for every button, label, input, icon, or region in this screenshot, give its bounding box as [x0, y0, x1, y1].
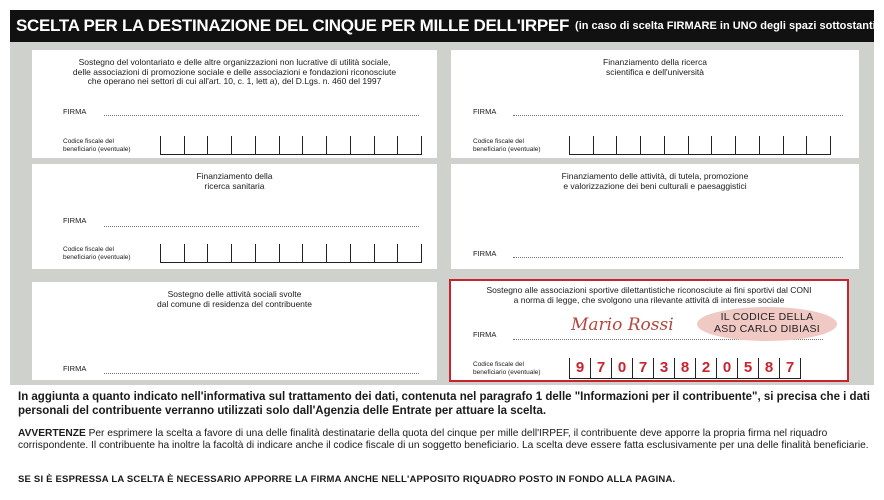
cf-digit: 3 — [653, 358, 674, 378]
box-heading: Sostegno del volontariato e delle altre organizzazioni non lucrative di utilità sociale, delle associazioni di promozione sociale e delle associazioni e fondazioni riconosciute che operano nei settori di cui all'art. 10, c. 1, lett a), del D.Lgs. n. 460 del 1997 — [72, 57, 397, 87]
form-subtitle: (in caso di scelta FIRMARE in UNO degli spazi sottostanti) — [575, 20, 880, 32]
box-comune — [32, 282, 437, 380]
cf-digit: 5 — [737, 358, 758, 378]
box-heading: Sostegno alle associazioni sportive dilettantistiche riconosciute ai fini sportivi dal CONI a norma di legge, che svolgono una rilevante attività di interesse sociale — [486, 285, 812, 305]
codice-fiscale-field[interactable] — [160, 136, 422, 155]
firma-label: FIRMA — [473, 107, 497, 116]
firma-label: FIRMA — [63, 107, 87, 116]
avvertenze-text: Per esprimere la scelta a favore di una delle finalità destinatarie della quota del cinque per mille dell'IRPEF, il contribuente deve apporre la propria firma nel riquadro corrispondente. Il contribuente ha inoltre la facoltà di indicare anche il codice fiscale di un soggetto beneficiario. La scelta deve essere fatta esclusivamente per una delle finalità beneficiarie. — [18, 428, 869, 451]
form-title: SCELTA PER LA DESTINAZIONE DEL CINQUE PER MILLE DELL'IRPEF — [16, 16, 570, 35]
avvertenze-label: AVVERTENZE — [18, 428, 86, 439]
codice-fiscale-label: Codice fiscale del beneficiario (eventuale) — [473, 361, 541, 376]
cf-digit: 7 — [590, 358, 611, 378]
firma-label: FIRMA — [473, 249, 497, 258]
cf-digit: 8 — [758, 358, 779, 378]
box-volontariato — [32, 50, 437, 158]
box-heading: Finanziamento della ricerca sanitaria — [196, 171, 273, 191]
firma-label: FIRMA — [63, 216, 87, 225]
signature-mario-rossi: Mario Rossi — [571, 315, 674, 335]
box-ricerca-scientifica — [451, 50, 859, 158]
cf-digit: 7 — [632, 358, 653, 378]
firma-label: FIRMA — [63, 364, 87, 373]
signature-field[interactable] — [104, 115, 419, 116]
box-beni-culturali — [451, 164, 859, 269]
cf-digit: 0 — [611, 358, 632, 378]
codice-fiscale-label: Codice fiscale del beneficiario (eventuale) — [63, 246, 131, 261]
codice-fiscale-label: Codice fiscale del beneficiario (eventuale) — [473, 138, 541, 153]
annotation-bubble: IL CODICE DELLA ASD CARLO DIBIASI — [697, 307, 837, 341]
cf-digit: 0 — [716, 358, 737, 378]
form-title-bar — [10, 10, 880, 42]
cf-digit: 2 — [695, 358, 716, 378]
signature-field[interactable] — [104, 226, 419, 227]
signature-field[interactable] — [513, 257, 843, 258]
codice-fiscale-label: Codice fiscale del beneficiario (eventuale) — [63, 138, 131, 153]
signature-field[interactable] — [513, 115, 843, 116]
box-heading: Finanziamento della ricerca scientifica e dell'università — [603, 57, 707, 77]
cf-digit: 8 — [674, 358, 695, 378]
box-heading: Sostegno delle attività sociali svolte dal comune di residenza del contribuente — [157, 289, 312, 309]
box-ricerca-sanitaria — [32, 164, 437, 269]
box-heading: Finanziamento delle attività, di tutela, promozione e valorizzazione dei beni culturali e paesaggistici — [561, 171, 749, 191]
signature-field[interactable] — [104, 373, 419, 374]
codice-fiscale-field[interactable] — [160, 244, 422, 263]
avvertenze-note — [18, 428, 870, 452]
codice-fiscale-field[interactable] — [569, 358, 801, 379]
cf-digit: 9 — [569, 358, 590, 378]
cf-digit: 7 — [779, 358, 801, 378]
privacy-note: In aggiunta a quanto indicato nell'informativa sul trattamento dei dati, contenuta nel paragrafo 1 delle "Informazioni per il contribuente", si precisa che i dati personali del contribuente verranno utilizzati solo dall'Agenzia delle Entrate per attuare la scelta. — [18, 391, 870, 417]
choices-panel — [10, 42, 874, 385]
footer-note: SE SI È ESPRESSA LA SCELTA È NECESSARIO APPORRE LA FIRMA ANCHE NELL'APPOSITO RIQUADRO POSTO IN FONDO ALLA PAGINA. — [18, 474, 676, 485]
box-associazioni-sportive — [449, 279, 849, 382]
codice-fiscale-field[interactable] — [569, 136, 831, 155]
firma-label: FIRMA — [473, 330, 497, 339]
